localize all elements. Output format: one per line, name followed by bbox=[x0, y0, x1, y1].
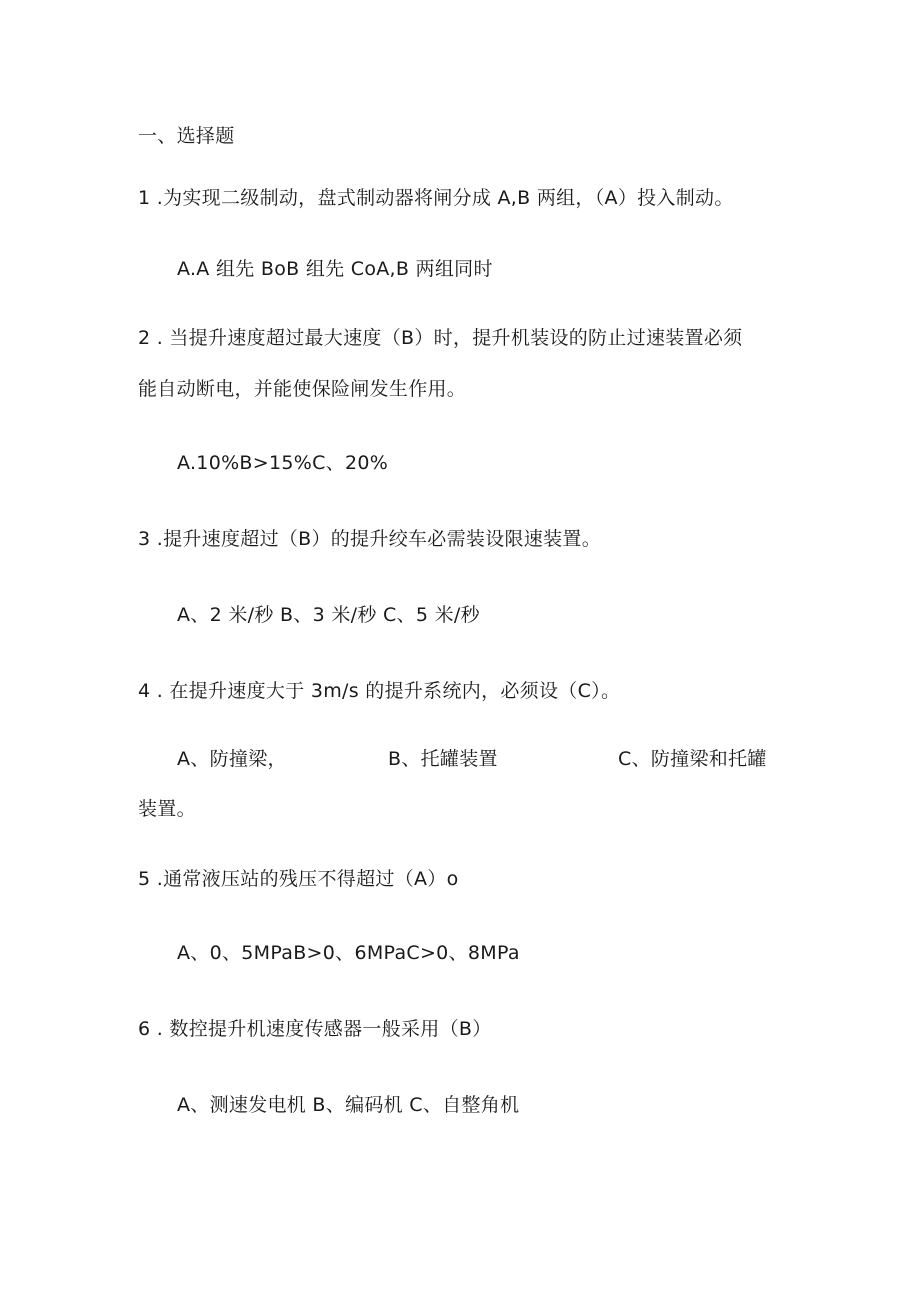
question-4-option-c: C、防撞梁和托罐 bbox=[618, 748, 767, 770]
question-2-text-line-2: 能自动断电，并能使保险闸发生作用。 bbox=[138, 378, 467, 400]
question-3-text: 3 .提升速度超过（B）的提升绞车必需装设限速装置。 bbox=[138, 528, 602, 550]
question-1-text: 1 .为实现二级制动，盘式制动器将闸分成 A,B 两组，（A）投入制动。 bbox=[138, 187, 734, 209]
section-heading: 一、选择题 bbox=[138, 125, 235, 147]
question-4-text: 4 . 在提升速度大于 3m/s 的提升系统内，必须设（C）。 bbox=[138, 680, 621, 702]
question-4-option-b: B、托罐装置 bbox=[388, 748, 498, 770]
question-6-text: 6 . 数控提升机速度传感器一般采用（B） bbox=[138, 1018, 492, 1040]
question-2-text-line-1: 2 . 当提升速度超过最大速度（B）时，提升机装设的防止过速装置必须 bbox=[138, 327, 743, 349]
question-5-options: A、0、5MPaB>0、6MPaC>0、8MPa bbox=[177, 942, 520, 964]
question-1-options: A.A 组先 BoB 组先 CoA,B 两组同时 bbox=[177, 258, 493, 280]
question-3-options: A、2 米/秒 B、3 米/秒 C、5 米/秒 bbox=[177, 604, 480, 626]
question-6-options: A、测速发电机 B、编码机 C、自整角机 bbox=[177, 1094, 520, 1116]
question-5-text: 5 .通常液压站的残压不得超过（A）o bbox=[138, 868, 459, 890]
question-4-option-a: A、防撞梁， bbox=[177, 748, 287, 770]
question-4-option-c-continued: 装置。 bbox=[138, 798, 196, 820]
question-2-options: A.10%B>15%C、20% bbox=[177, 452, 389, 474]
